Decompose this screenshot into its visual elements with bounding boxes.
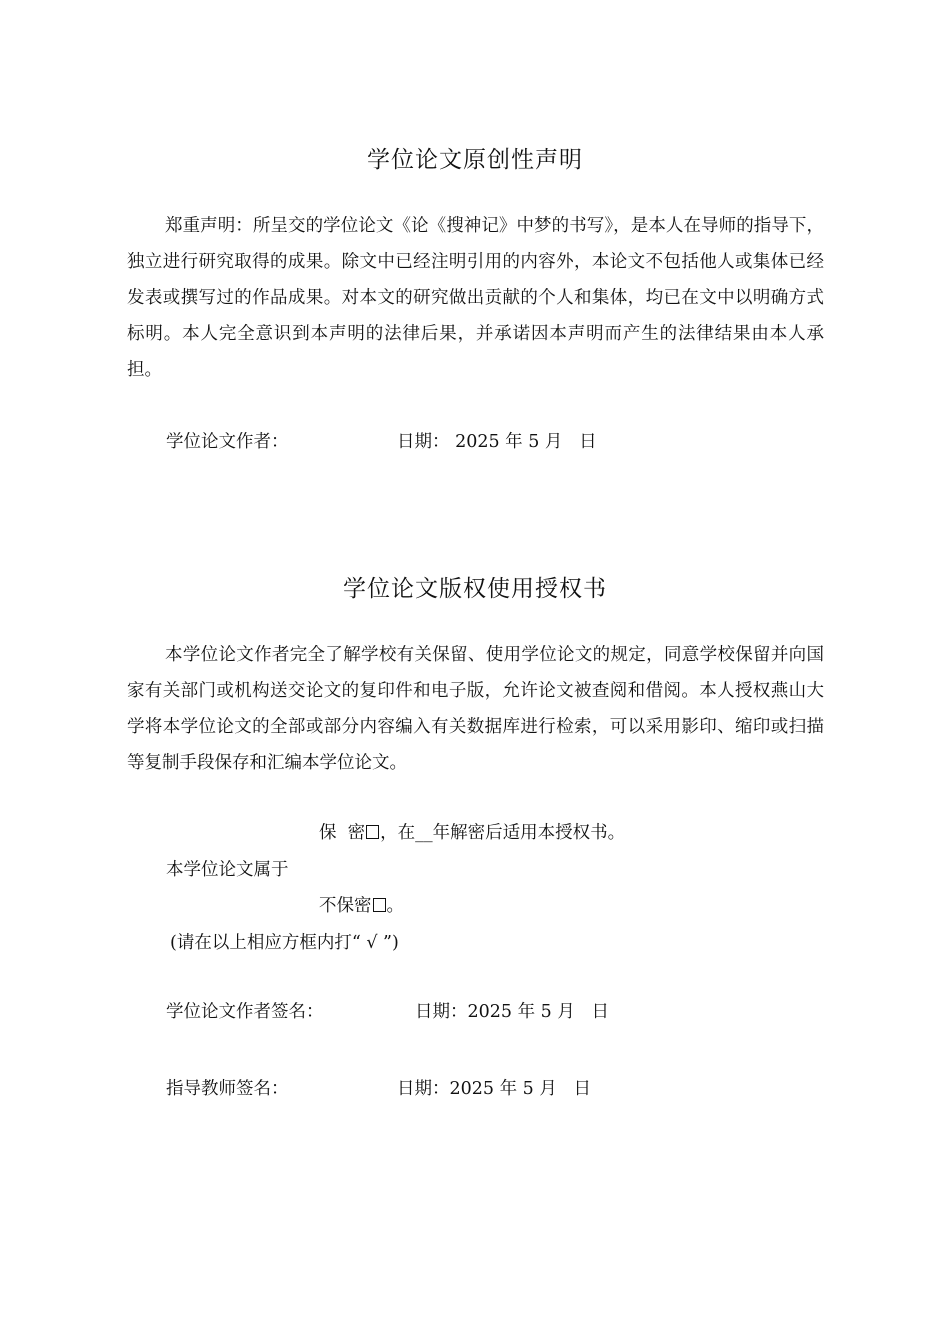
nonsecret-checkbox[interactable]: [373, 898, 386, 912]
authorization-title: 学位论文版权使用授权书: [343, 576, 607, 602]
checkbox-instruction: (请在以上相应方框内打“ √ ”): [170, 933, 399, 953]
declaration-date: [397, 428, 597, 453]
secret-suffix-1: ，在: [380, 823, 416, 843]
nonsecret-option: [319, 892, 404, 917]
authorization-body: 本学位论文作者完全了解学校有关保留、使用学位论文的规定，同意学校保留并向国家有关部门或机构送交论文的复印件和电子版，允许论文被查阅和借阅。本人授权燕山大学将本学位论文的全部或部分内容编入有关数据库进行检索，可以采用影印、缩印或扫描等复制手段保存和汇编本学位论文。: [127, 645, 824, 773]
advisor-sign-label: 指导教师签名：: [166, 1079, 289, 1099]
secret-label: 保 密: [319, 823, 366, 843]
author-date-value: 2025 年 5 月 日: [467, 1002, 610, 1022]
nonsecret-suffix: 。: [386, 896, 404, 916]
nonsecret-label: 不保密: [319, 896, 372, 916]
declaration-date-value: 2025 年 5 月 日: [455, 432, 597, 452]
advisor-sign-date: [397, 1075, 591, 1100]
declaration-author-label: 学位论文作者：: [166, 432, 289, 452]
author-date-label: 日期：: [415, 1002, 468, 1022]
declaration-date-label: 日期：: [397, 432, 450, 452]
declaration-title: 学位论文原创性声明: [367, 147, 583, 173]
secret-checkbox[interactable]: [366, 825, 379, 839]
advisor-date-value: 2025 年 5 月 日: [449, 1079, 592, 1099]
secret-year-blank: __: [415, 823, 433, 843]
declaration-body: 郑重声明：所呈交的学位论文《论《搜神记》中梦的书写》，是本人在导师的指导下，独立进行研究取得的成果。除文中已经注明引用的内容外，本论文不包括他人或集体已经发表或撰写过的作品成果。对本文的研究做出贡献的个人和集体，均已在文中以明确方式标明。本人完全意识到本声明的法律后果，并承诺因本声明而产生的法律结果由本人承担。: [127, 216, 824, 380]
advisor-date-label: 日期：: [397, 1079, 450, 1099]
belongs-label: 本学位论文属于: [166, 860, 289, 880]
author-sign-label: 学位论文作者签名：: [166, 1002, 324, 1022]
author-sign-date: [415, 998, 609, 1023]
secret-suffix-2: 年解密后适用本授权书。: [432, 823, 626, 843]
secret-option: [319, 819, 625, 844]
